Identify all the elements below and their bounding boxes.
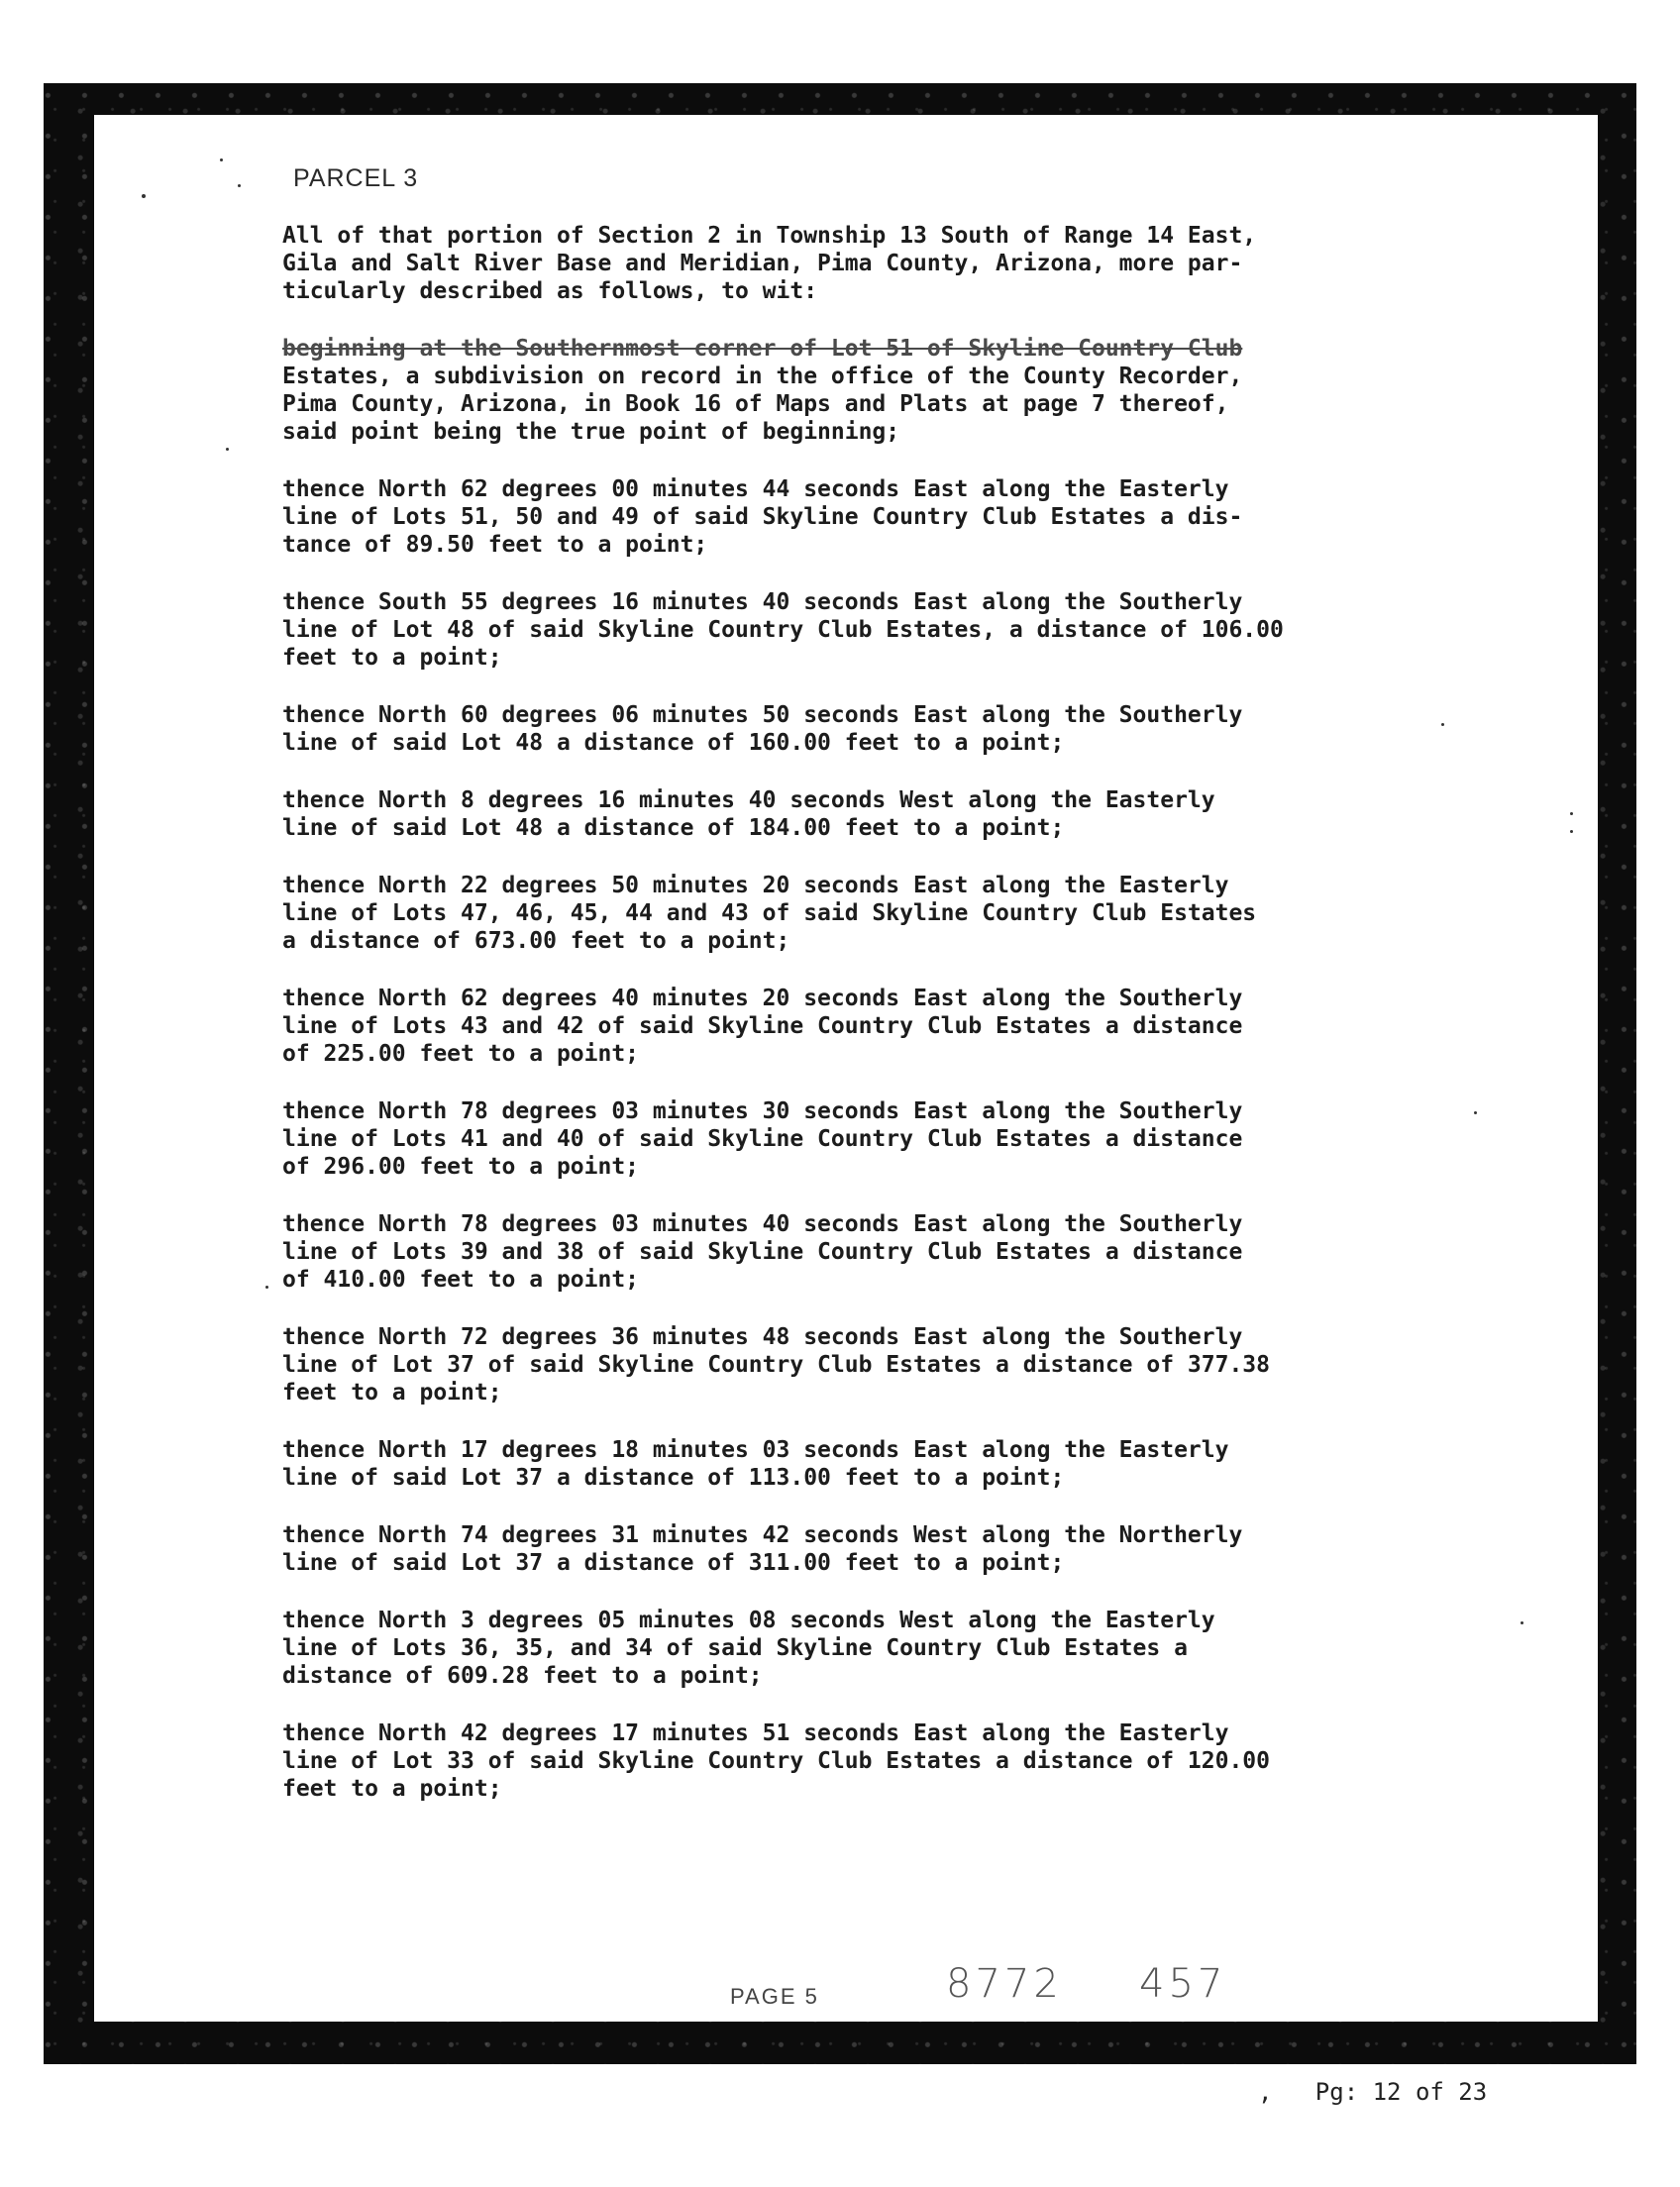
text-line: line of Lots 51, 50 and 49 of said Skyline Country Club Estates a dis-: [282, 504, 1243, 530]
text-line: distance of 609.28 feet to a point;: [282, 1663, 763, 1689]
text-line: line of Lots 47, 46, 45, 44 and 43 of said Skyline Country Club Estates: [282, 900, 1257, 926]
text-line: thence North 17 degrees 18 minutes 03 seconds East along the Easterly: [282, 1437, 1229, 1463]
legal-paragraph: [282, 1436, 1421, 1492]
legal-paragraph: [282, 588, 1421, 672]
legal-paragraph: [282, 1323, 1421, 1406]
text-line: line of said Lot 48 a distance of 184.00 feet to a point;: [282, 815, 1065, 841]
scan-speck: [142, 194, 146, 198]
text-line: thence South 55 degrees 16 minutes 40 seconds East along the Southerly: [282, 589, 1243, 615]
text-line: line of Lot 48 of said Skyline Country Club Estates, a distance of 106.00: [282, 617, 1284, 643]
text-line: line of said Lot 37 a distance of 311.00 feet to a point;: [282, 1550, 1065, 1576]
text-line: All of that portion of Section 2 in Township 13 South of Range 14 East,: [282, 223, 1257, 249]
text-line: line of Lot 37 of said Skyline Country Club Estates a distance of 377.38: [282, 1352, 1270, 1378]
scan-speck: [1570, 830, 1573, 833]
text-line: of 410.00 feet to a point;: [282, 1267, 640, 1293]
text-line: line of Lots 36, 35, and 34 of said Skyline Country Club Estates a: [282, 1635, 1188, 1661]
text-line: thence North 60 degrees 06 minutes 50 seconds East along the Southerly: [282, 702, 1243, 728]
scan-speck: [226, 448, 229, 451]
page-label: PAGE 5: [730, 1984, 819, 2009]
scan-speck: [238, 184, 241, 187]
text-line: thence North 72 degrees 36 minutes 48 seconds East along the Southerly: [282, 1324, 1243, 1350]
text-line: Pima County, Arizona, in Book 16 of Maps and Plats at page 7 thereof,: [282, 391, 1229, 417]
scan-speck: [1570, 812, 1573, 815]
legal-paragraph: [282, 475, 1421, 559]
text-line: line of Lots 43 and 42 of said Skyline Country Club Estates a distance: [282, 1013, 1243, 1039]
text-line: tance of 89.50 feet to a point;: [282, 532, 708, 558]
parcel-heading: PARCEL 3: [293, 164, 419, 192]
text-line: thence North 74 degrees 31 minutes 42 seconds West along the Northerly: [282, 1522, 1243, 1548]
text-line: thence North 42 degrees 17 minutes 51 seconds East along the Easterly: [282, 1720, 1229, 1746]
text-line: thence North 62 degrees 00 minutes 44 seconds East along the Easterly: [282, 476, 1229, 502]
text-line: thence North 78 degrees 03 minutes 30 seconds East along the Southerly: [282, 1098, 1243, 1124]
text-line: line of said Lot 37 a distance of 113.00 feet to a point;: [282, 1465, 1065, 1491]
text-line: line of Lot 33 of said Skyline Country Club Estates a distance of 120.00: [282, 1748, 1270, 1774]
scan-speck: [220, 158, 223, 161]
scan-speck: [265, 1286, 268, 1289]
scan-speck: [1521, 1621, 1523, 1624]
text-line: thence North 62 degrees 40 minutes 20 seconds East along the Southerly: [282, 986, 1243, 1011]
text-line: feet to a point;: [282, 1776, 502, 1802]
text-line: said point being the true point of beginning;: [282, 419, 900, 445]
text-line: thence North 8 degrees 16 minutes 40 seconds West along the Easterly: [282, 787, 1215, 813]
text-line: of 296.00 feet to a point;: [282, 1154, 640, 1180]
text-line: feet to a point;: [282, 1380, 502, 1406]
legal-paragraph: [282, 1210, 1421, 1294]
legal-description: [282, 222, 1421, 1832]
text-line: of 225.00 feet to a point;: [282, 1041, 640, 1067]
text-line: thence North 3 degrees 05 minutes 08 seconds West along the Easterly: [282, 1608, 1215, 1633]
page-count: , Pg: 12 of 23: [1258, 2078, 1488, 2106]
legal-paragraph: [282, 786, 1421, 842]
legal-paragraph: [282, 335, 1421, 446]
text-line: thence North 22 degrees 50 minutes 20 seconds East along the Easterly: [282, 873, 1229, 898]
scan-speck: [1474, 1111, 1477, 1114]
text-line: feet to a point;: [282, 645, 502, 671]
scan-speck: [1441, 723, 1444, 726]
text-line: a distance of 673.00 feet to a point;: [282, 928, 790, 954]
legal-paragraph: [282, 985, 1421, 1068]
legal-paragraph: [282, 222, 1421, 305]
legal-paragraph: [282, 1607, 1421, 1690]
legal-paragraph: [282, 1521, 1421, 1577]
text-line: thence North 78 degrees 03 minutes 40 seconds East along the Southerly: [282, 1211, 1243, 1237]
legal-paragraph: [282, 872, 1421, 955]
struck-text-line: beginning at the Southernmost corner of Lot 51 of Skyline Country Club: [282, 336, 1243, 362]
page-number: 457: [1139, 1961, 1227, 2007]
legal-paragraph: [282, 701, 1421, 757]
text-line: line of Lots 41 and 40 of said Skyline Country Club Estates a distance: [282, 1126, 1243, 1152]
text-line: Gila and Salt River Base and Meridian, Pima County, Arizona, more par-: [282, 251, 1243, 276]
text-line: line of said Lot 48 a distance of 160.00 feet to a point;: [282, 730, 1065, 756]
text-line: line of Lots 39 and 38 of said Skyline Country Club Estates a distance: [282, 1239, 1243, 1265]
text-line: ticularly described as follows, to wit:: [282, 278, 818, 304]
legal-paragraph: [282, 1719, 1421, 1803]
text-line: Estates, a subdivision on record in the office of the County Recorder,: [282, 364, 1243, 389]
legal-paragraph: [282, 1097, 1421, 1181]
book-number: 8772: [946, 1961, 1063, 2007]
